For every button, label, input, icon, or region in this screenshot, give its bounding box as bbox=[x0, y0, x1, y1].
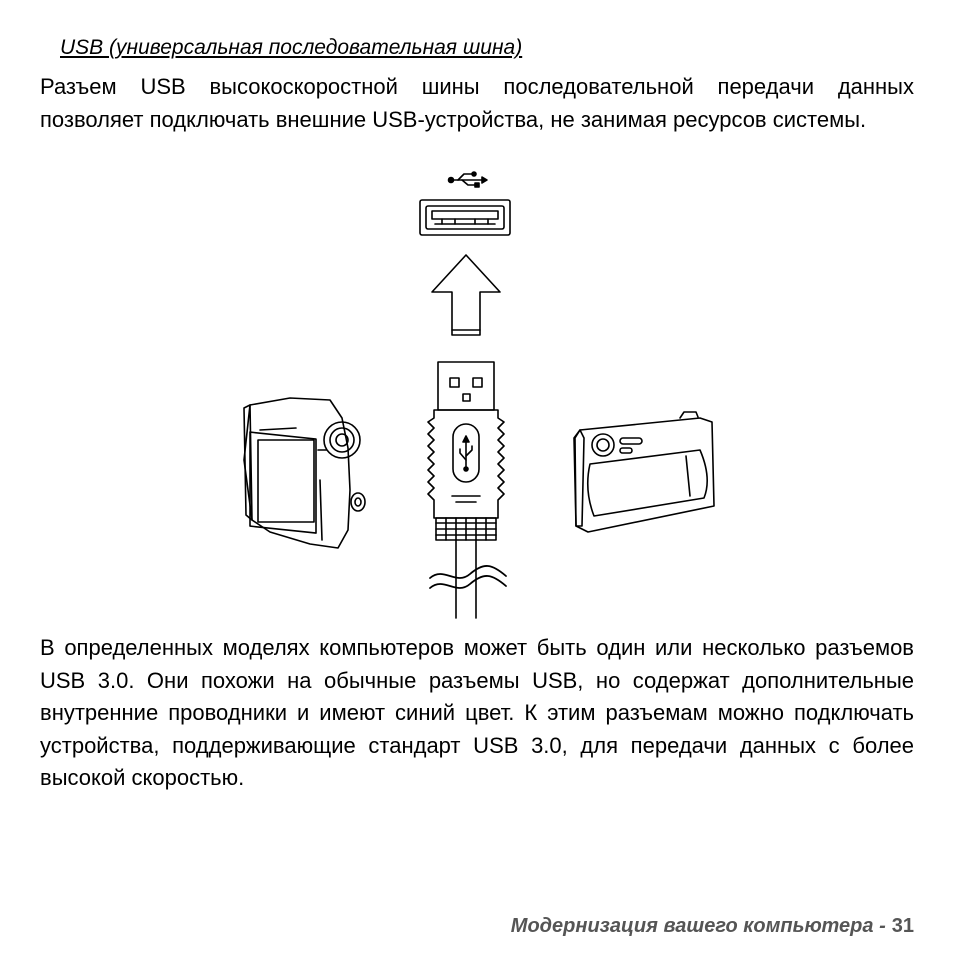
usb-port-icon bbox=[420, 200, 510, 235]
footer-section-title: Модернизация вашего компьютера - bbox=[510, 915, 886, 937]
usb-illustration bbox=[230, 160, 730, 620]
section-heading: USB (универсальная последовательная шина) bbox=[60, 36, 523, 59]
up-arrow-icon bbox=[432, 255, 500, 335]
camcorder-icon bbox=[244, 398, 365, 548]
usb-plug-icon bbox=[428, 362, 506, 618]
page-footer bbox=[511, 915, 914, 938]
page-number: 31 bbox=[891, 915, 914, 937]
usb-trident-icon bbox=[449, 172, 488, 187]
digital-camera-icon bbox=[574, 412, 714, 532]
usb3-paragraph: В определенных моделях компьютеров может быть один или несколько разъемов USB 3.0. Они похожи на обычные разъемы USB, но содержат дополнительные внутренние проводники и имеют синий цвет. К этим разъемам можно подключать устройства, поддерживающие стандарт USB 3.0, для передачи данных с более высокой скоростью. bbox=[40, 635, 914, 790]
intro-paragraph: Разъем USB высокоскоростной шины последовательной передачи данных позволяет подключать внешние USB-устройства, не занимая ресурсов системы. bbox=[40, 74, 914, 132]
